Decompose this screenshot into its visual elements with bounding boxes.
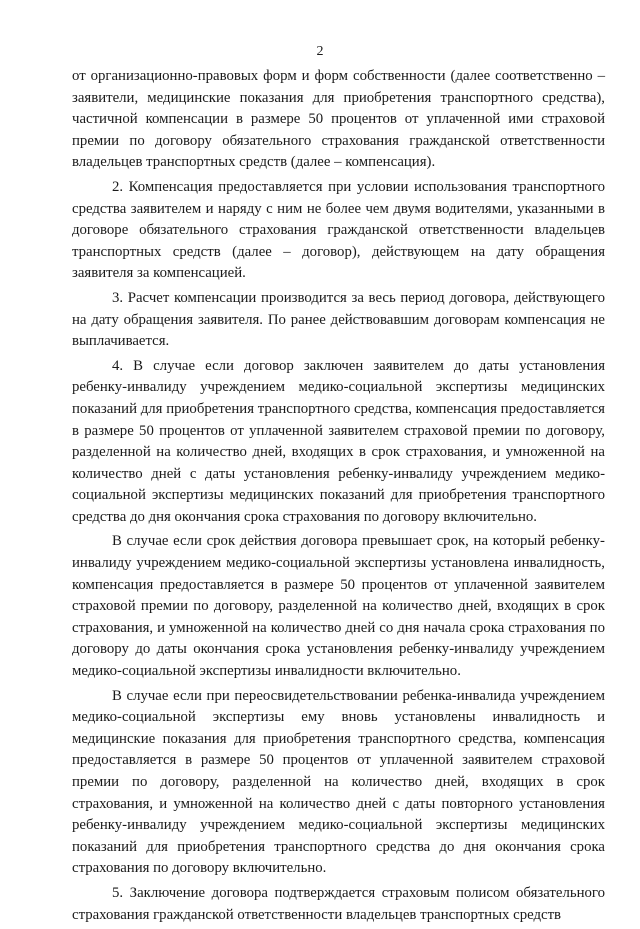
paragraph-item-4: 4. В случае если договор заключен заявителем до даты установления ребенку-инвалиду учреждением медико-социальной экспертизы медицинских показаний для приобретения транспортного средства, компенсация предоставляется в размере 50 процентов от уплаченной заявителем страховой премии по договору, разделенной на количество дней, входящих в срок страхования, и умноженной на количество дней с даты установления ребенку-инвалиду учреждением медико-социальной экспертизы медицинских показаний для приобретения транспортного средства до дня окончания срока страхования по договору включительно. bbox=[72, 357, 605, 525]
paragraph-item-5: 5. Заключение договора подтверждается страховым полисом обязательного страхования гражданской ответственности владельцев транспортных средств bbox=[72, 884, 605, 923]
paragraph-continuation: от организационно-правовых форм и форм собственности (далее соответственно – заявители, медицинские показания для приобретения транспортного средства), частичной компенсации в размере 50 процентов от уплаченной ими страховой премии по договору обязательного страхования гражданской ответственности владельцев транспортных средств (далее – компенсация). bbox=[72, 68, 605, 171]
paragraph-item-4-case-term-exceeds: В случае если срок действия договора превышает срок, на который ребенку-инвалиду учреждением медико-социальной экспертизы установлена инвалидность, компенсация предоставляется в размере 50 процентов от уплаченной заявителем страховой премии по договору, разделенной на количество дней, входящих в срок страхования, и умноженной на количество дней со дня начала срока страхования по договору до даты окончания срока установления ребенку-инвалиду учреждением медико-социальной экспертизы инвалидности включительно. bbox=[72, 533, 605, 680]
page-number: 2 bbox=[316, 44, 324, 59]
paragraph-item-3: 3. Расчет компенсации производится за весь период договора, действующего на дату обращения заявителя. По ранее действовавшим договорам компенсация не выплачивается. bbox=[72, 289, 605, 350]
document-body bbox=[72, 66, 605, 929]
paragraph-item-2: 2. Компенсация предоставляется при условии использования транспортного средства заявителем и наряду с ним не более чем двумя водителями, указанными в договоре обязательного страхования гражданской ответственности владельцев транспортных средств (далее – договор), действующем на дату обращения заявителя за компенсацией. bbox=[72, 178, 605, 282]
paragraph-item-4-case-reexamination: В случае если при переосвидетельствовании ребенка-инвалида учреждением медико-социальной экспертизы ему вновь установлены инвалидность и медицинские показания для приобретения транспортного средства, компенсация предоставляется в размере 50 процентов от уплаченной заявителем страховой премии по договору, разделенной на количество дней, входящих в срок страхования, и умноженной на количество дней с даты повторного установления ребенку-инвалиду учреждением медико-социальной экспертизы медицинских показаний для приобретения транспортного средства до дня окончания срока страхования по договору включительно. bbox=[72, 687, 605, 877]
